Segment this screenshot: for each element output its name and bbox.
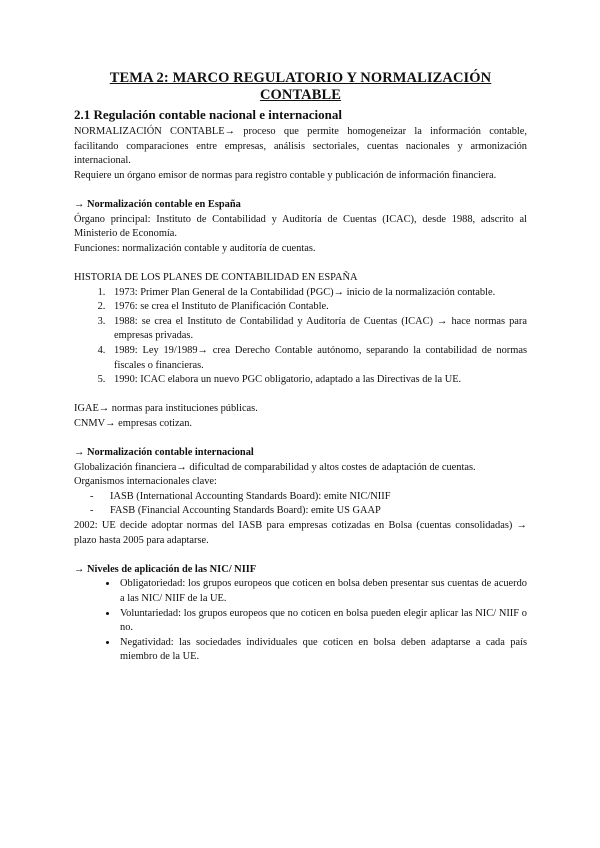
spain-line: Órgano principal: Instituto de Contabilidad y Auditoría de Cuentas (ICAC), desde 1988, adscrito al Ministerio de Economía. (74, 213, 527, 240)
dash-marker: - (90, 490, 94, 502)
levels-list (74, 577, 527, 665)
heading-international: → Normalización contable internacional (74, 447, 254, 459)
dash-marker: - (90, 505, 94, 517)
history-item: 2. 1976: se crea el Instituto de Planificación Contable. (108, 300, 527, 315)
spacer (74, 388, 527, 403)
heading-levels: → Niveles de aplicación de las NIC/ NIIF (74, 563, 257, 575)
level-item: • Negatividad: las sociedades individuales que coticen en bolsa deben adaptarse a cada país miembro de la UE. (118, 636, 527, 665)
history-item: 4. 1989: Ley 19/1989→ crea Derecho Contable autónomo, separando la contabilidad de normas fiscales o financieras. (108, 344, 527, 373)
spacer (74, 183, 527, 198)
spain-line: Funciones: normalización contable y auditoría de cuentas. (74, 242, 316, 254)
intro-paragraph: NORMALIZACIÓN CONTABLE→ proceso que permite homogeneizar la información contable, facilitando comparaciones entre empresas, análisis sectoriales, cuentas nacionales y armonización internacional. (74, 126, 527, 167)
intro-requirement: Requiere un órgano emisor de normas para registro contable y publicación de información financiera. (74, 169, 497, 181)
history-list (74, 286, 527, 388)
history-item: 5. 1990: ICAC elabora un nuevo PGC obligatorio, adaptado a las Directivas de la UE. (108, 373, 527, 388)
body-text: IASB (International Accounting Standards Board): emite NIC/NIIF (110, 490, 391, 502)
bodies-list (74, 490, 527, 519)
spacer (74, 548, 527, 563)
history-item: 1. 1973: Primer Plan General de la Contabilidad (PGC)→ inicio de la normalización contable. (108, 286, 527, 301)
body-text: FASB (Financial Accounting Standards Board): emite US GAAP (110, 505, 381, 517)
level-item: • Voluntariedad: los grupos europeos que no coticen en bolsa pueden elegir aplicar las NIC/ NIIF o no. (118, 607, 527, 636)
level-item: • Obligatoriedad: los grupos europeos que coticen en bolsa deben presentar sus cuentas de acuerdo a las NIC/ NIIF de la UE. (118, 577, 527, 606)
body-item (90, 504, 527, 519)
spacer (74, 256, 527, 271)
international-line: Organismos internacionales clave: (74, 476, 217, 488)
document-page (74, 70, 527, 665)
international-line: Globalización financiera→ dificultad de comparabilidad y altos costes de adaptación de cuentas. (74, 461, 476, 473)
section-subtitle: 2.1 Regulación contable nacional e internacional (74, 107, 342, 122)
body-item (90, 490, 527, 505)
history-item: 3. 1988: se crea el Instituto de Contabilidad y Auditoría de Cuentas (ICAC) → hace normas para empresas privadas. (108, 315, 527, 344)
document-title: TEMA 2: MARCO REGULATORIO Y NORMALIZACIÓN CONTABLE (109, 70, 492, 103)
org-line: CNMV→ empresas cotizan. (74, 417, 193, 429)
org-line: IGAE→ normas para instituciones públicas. (74, 403, 258, 415)
heading-spain: → Normalización contable en España (74, 198, 241, 210)
spacer (74, 431, 527, 446)
international-closing: 2002: UE decide adoptar normas del IASB para empresas cotizadas en Bolsa (cuentas consolidadas) → plazo hasta 2005 para adaptarse. (74, 520, 527, 546)
heading-history: HISTORIA DE LOS PLANES DE CONTABILIDAD EN ESPAÑA (74, 271, 358, 283)
